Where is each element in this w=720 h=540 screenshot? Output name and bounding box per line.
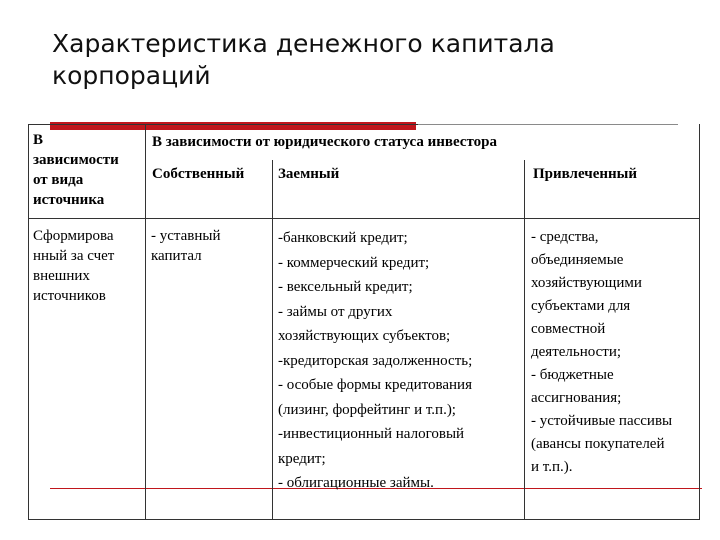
title-line-1: Характеристика денежного капитала: [52, 29, 555, 58]
attracted-line: (авансы покупателей: [531, 436, 665, 452]
table-left-border: [28, 124, 29, 520]
column-divider-3: [524, 160, 525, 520]
attracted-line: совместной: [531, 321, 606, 337]
attracted-capital-cell: [531, 226, 697, 479]
attracted-line: хозяйствующими: [531, 275, 642, 291]
subheader-attracted: Привлеченный: [533, 166, 638, 182]
subheader-own: Собственный: [152, 166, 245, 182]
attracted-line: субъектами для: [531, 298, 631, 314]
source-line: внешних: [33, 268, 90, 284]
source-line: Сформирова: [33, 228, 114, 244]
table-bottom-border: [28, 519, 700, 520]
title-rule: [416, 124, 678, 125]
borrowed-line: хозяйствующих субъектов;: [278, 328, 451, 344]
borrowed-line: -инвестиционный налоговый: [278, 426, 465, 442]
borrowed-line: - вексельный кредит;: [278, 279, 413, 295]
borrowed-line: - облигационные займы.: [278, 475, 434, 491]
source-header-line: зависимости: [33, 152, 119, 168]
own-line: капитал: [151, 248, 202, 264]
slide-title: [52, 28, 672, 92]
attracted-line: объединяемые: [531, 252, 624, 268]
table-top-border: [28, 124, 418, 125]
source-line: нный за счет: [33, 248, 115, 264]
borrowed-line: - особые формы кредитования: [278, 377, 472, 393]
subheader-borrowed: Заемный: [278, 166, 340, 182]
borrowed-line: - займы от других: [278, 303, 393, 320]
borrowed-capital-cell: [278, 226, 522, 496]
attracted-line: ассигнования;: [531, 390, 622, 406]
borrowed-line: - коммерческий кредит;: [278, 254, 430, 271]
column-divider-2: [272, 160, 273, 520]
source-header: [33, 130, 143, 210]
source-header-line: В: [33, 132, 44, 148]
borrowed-line: -банковский кредит;: [278, 230, 408, 246]
table-right-border: [699, 124, 700, 520]
attracted-line: деятельности;: [531, 344, 622, 360]
source-header-line: источника: [33, 192, 105, 208]
attracted-line: - бюджетные: [531, 367, 614, 383]
source-line: источников: [33, 288, 106, 304]
attracted-line: и т.п.).: [531, 459, 573, 475]
borrowed-line: -кредиторская задолженность;: [278, 352, 473, 369]
source-header-line: от вида: [33, 172, 84, 188]
attracted-line: - устойчивые пассивы: [531, 413, 673, 429]
column-divider-1: [145, 124, 146, 520]
header-row-divider: [28, 218, 700, 219]
source-cell: [33, 226, 143, 306]
attracted-line: - средства,: [531, 229, 599, 245]
own-capital-cell: [151, 226, 269, 266]
title-line-2: корпораций: [52, 61, 211, 90]
status-header: В зависимости от юридического статуса инвестора: [152, 134, 497, 150]
own-line: - уставный: [151, 228, 221, 244]
borrowed-line: кредит;: [278, 450, 326, 467]
borrowed-line: (лизинг, форфейтинг и т.п.);: [278, 401, 456, 418]
